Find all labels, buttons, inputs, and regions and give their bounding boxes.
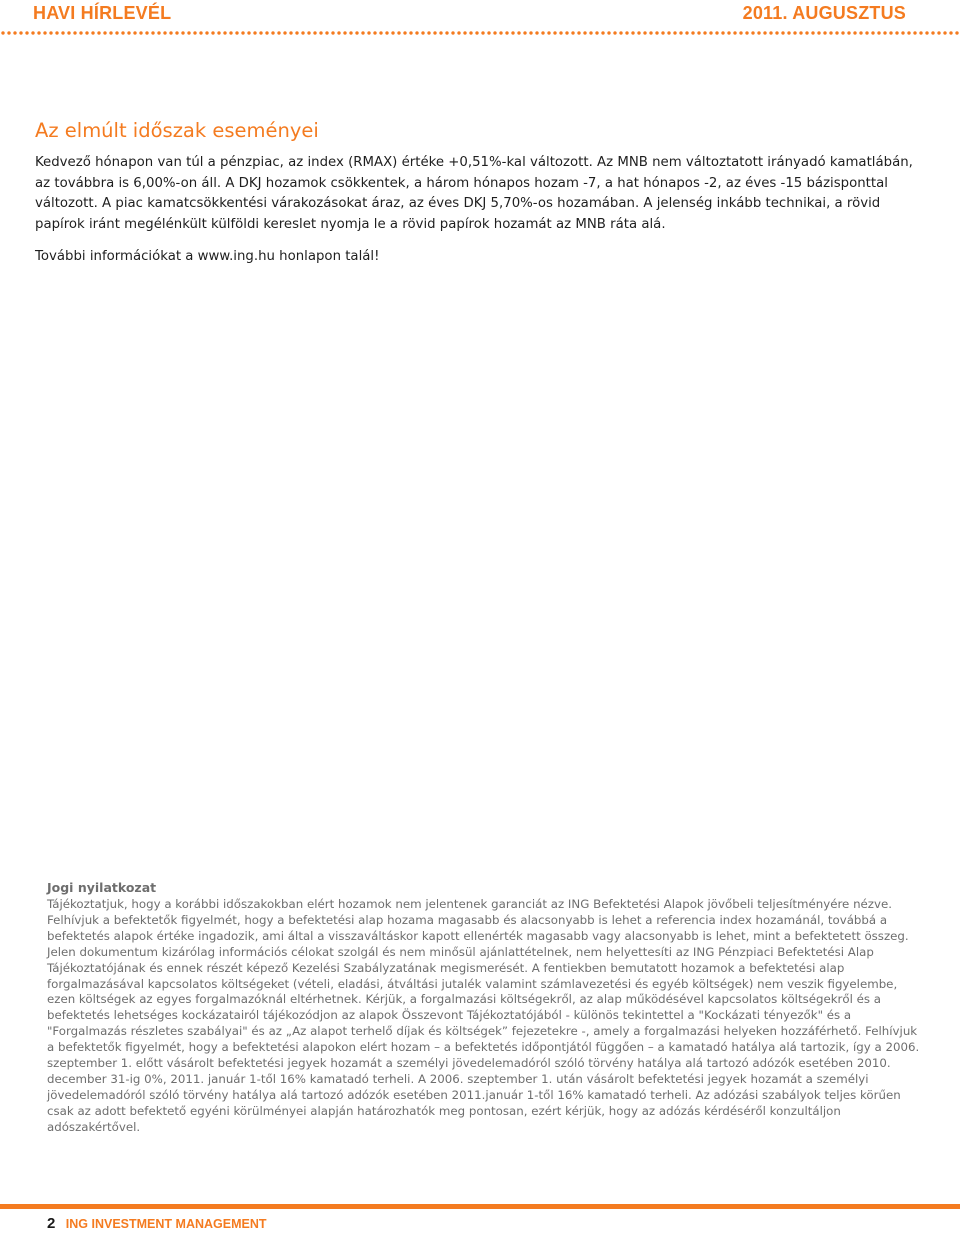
more-info-text: További információkat a www.ing.hu honlapon talál!: [35, 249, 380, 264]
newsletter-header-left: HAVI HÍRLEVÉL: [33, 3, 172, 23]
section-body-paragraph: Kedvező hónapon van túl a pénzpiac, az index (RMAX) értéke +0,51%-kal változott. Az MNB nem változtatott irányadó kamatlábán, az továbbra is 6,00%-on áll. A DKJ hozamok csökkentek, a három hónapos hozam -7, a hat hónapos -2, az éves -15 bázisponttal változott. A piac kamatcsökkentési várakozásokat áraz, az éves DKJ 5,70%-os hozamában. A jelenség inkább technikai, a rövid papírok iránt megélénkült külföldi kereslet nyomja le a rövid papírok hozamát az MNB ráta alá.: [35, 155, 913, 232]
legal-disclaimer-title: Jogi nyilatkozat: [47, 880, 157, 895]
newsletter-header-date: 2011. AUGUSZTUS: [742, 3, 906, 23]
legal-disclaimer-text: Tájékoztatjuk, hogy a korábbi időszakokban elért hozamok nem jelentenek garanciát az ING Befektetési Alapok jövőbeli teljesítményére nézve. Felhívjuk a befektetők figyelmét, hogy a befektetési alap hozama magasabb és alacsonyabb is lehet a referencia index hozamánál, továbbá a befektetés alapok értéke ingadozik, ami által a visszaváltáskor kapott ellenérték magasabb vagy alacsonyabb is lehet, mint a befektetett összeg. Jelen dokumentum kizárólag információs célokat szolgál és nem minősül ajánlattételnek, nem helyettesíti az ING Pénzpiaci Befektetési Alap Tájékoztatójának és ennek részét képező Kezelési Szabályzatának megismerését. A fentiekben bemutatott hozamok a befektetési alap forgalmazásával kapcsolatos költségeket (vételi, eladási, átváltási jutalék valamint számlavezetési és egyéb költségek) nem veszik figyelembe, ezen költségek az egyes forgalmazóknál eltérhetnek. Kérjük, a forgalmazási költségekről, az alap működésével kapcsolatos költségekről és a befektetés lehetséges kockázatairól tájékozódjon az alapok Összevont Tájékoztatójából - különös tekintettel a "Kockázati tényezők" és a "Forgalmazás részletes szabályai" és az „Az alapot terhelő díjak és költségek” fejezetekre -, amely a forgalmazási helyeken hozzáférhető. Felhívjuk a befektetők figyelmét, hogy a befektetési alapokon elért hozam – a befektetés időpontjától függően – a kamatadó hatálya alá tartozik, így a 2006. szeptember 1. előtt vásárolt befektetési jegyek hozamát a személyi jövedelemadóról szóló törvény hatálya alá tartozó adózók esetében 2010. december 31-ig 0%, 2011. január 1-től 16% kamatadó terheli. A 2006. szeptember 1. után vásárolt befektetési jegyek hozamát a személyi jövedelemadóról szóló törvény hatálya alá tartozó adózók esetében 2011.január 1-től 16% kamatadó terheli. Az adózási szabályok teljes körűen csak az adott befektető egyéni körülményei alapján határozhatók meg pontosan, ezért kérjük, hogy az adózás kérdéséről konzultáljon adószakértővel.: [47, 897, 920, 1134]
footer-brand: ING INVESTMENT MANAGEMENT: [65, 1217, 267, 1231]
section-title: Az elmúlt időszak eseményei: [35, 119, 319, 142]
page-number: 2: [47, 1215, 56, 1232]
page-footer: [47, 1215, 267, 1233]
header-dotted-divider: [0, 30, 960, 36]
footer-divider-bar: [0, 1204, 960, 1209]
